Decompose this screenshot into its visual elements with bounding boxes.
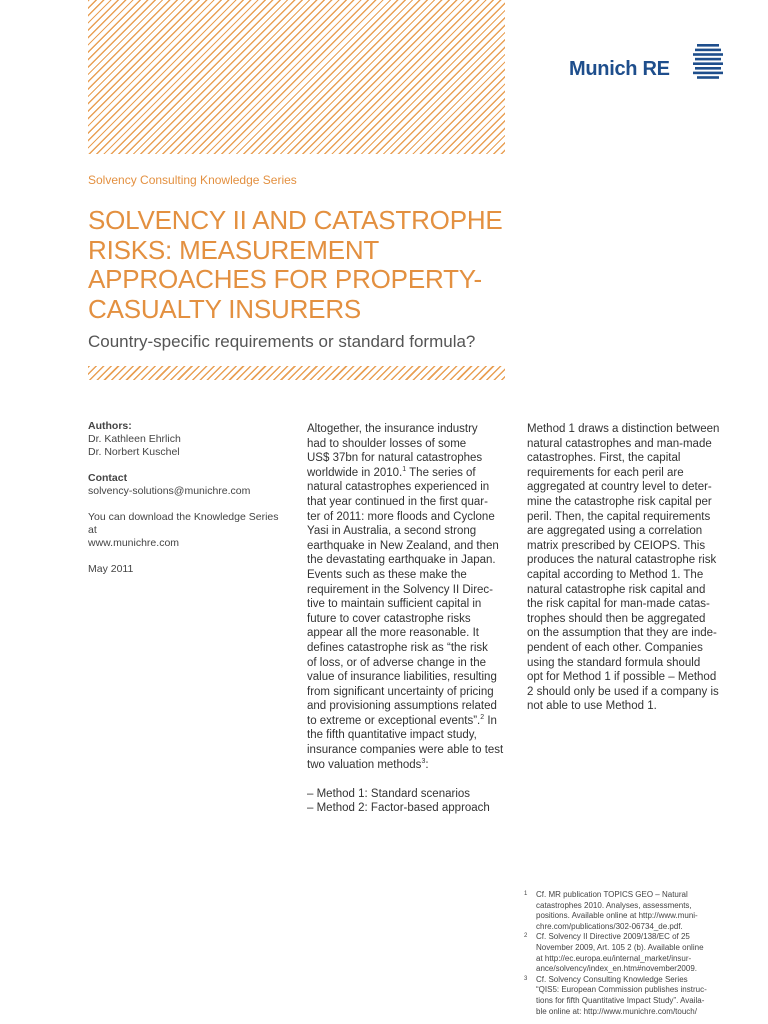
text-line: peril. Then, the capital requirements bbox=[527, 510, 711, 523]
text-line: insurance companies were able to test bbox=[307, 744, 504, 757]
list-item: – Method 2: Factor-based approach bbox=[307, 802, 490, 815]
title-line: SOLVENCY II AND CATASTROPHE bbox=[88, 205, 503, 235]
download-text: You can download the Knowledge Series at bbox=[88, 511, 279, 536]
document-subtitle: Country-specific requirements or standard formula? bbox=[88, 332, 476, 351]
sidebar-info bbox=[88, 420, 288, 576]
text-line: the fifth quantitative impact study, bbox=[307, 729, 477, 742]
text-line: requirements for each peril are bbox=[527, 466, 684, 479]
footnote-ref[interactable]: 2 bbox=[480, 714, 485, 722]
footnote-number: 2 bbox=[524, 933, 528, 940]
header-hatch-pattern bbox=[88, 0, 505, 154]
munich-re-logo-icon bbox=[693, 44, 723, 80]
text-line: the devastating earthquake in Japan. bbox=[307, 554, 496, 567]
website-link[interactable]: www.munichre.com bbox=[88, 537, 180, 549]
munich-re-logo bbox=[569, 44, 729, 84]
body-column-2 bbox=[307, 422, 507, 816]
text-line: not able to use Method 1. bbox=[527, 700, 657, 713]
text-line: are aggregated using a correlation bbox=[527, 525, 703, 538]
text-line: 2 should only be used if a company is bbox=[527, 685, 719, 698]
text-line: earthquake in New Zealand, and then bbox=[307, 539, 499, 552]
footnote: 3 Cf. Solvency Consulting Knowledge Series “QIS5: European Commission publishes instruc- tions for fifth Quantitative Impact Study”. Availa- ble online at: http://www.munichre.com/touch/ bbox=[524, 974, 707, 1016]
text-line: worldwide in 2010.$^1$ The series of bbox=[307, 465, 476, 479]
text-line: had to shoulder losses of some bbox=[307, 437, 467, 450]
text-line: natural catastrophes and man-made bbox=[527, 437, 712, 450]
text-line: requirement in the Solvency II Direc- bbox=[307, 583, 493, 596]
text-line bbox=[307, 772, 507, 787]
list-item: – Method 1: Standard scenarios bbox=[307, 787, 471, 800]
text-line: natural catastrophes experienced in bbox=[307, 481, 490, 494]
title-line: APPROACHES FOR PROPERTY- bbox=[88, 264, 482, 294]
divider-hatch-pattern bbox=[88, 366, 505, 380]
text-line: trophes should then be aggregated bbox=[527, 612, 706, 625]
text-line: of loss, or of adverse change in the bbox=[307, 656, 486, 669]
text-line: US$ 37bn for natural catastrophes bbox=[307, 452, 483, 465]
author-name: Dr. Kathleen Ehrlich bbox=[88, 433, 181, 445]
footnote-number: 3 bbox=[524, 975, 528, 982]
footnote: 1 Cf. MR publication TOPICS GEO – Natural catastrophes 2010. Analyses, assessments, positions. Available online at http://www.muni- chre.com/publications/302-06734_de.pdf. bbox=[524, 890, 698, 931]
text-line: tive to maintain sufficient capital in bbox=[307, 598, 482, 611]
publication-date: May 2011 bbox=[88, 563, 134, 575]
title-line: RISKS: MEASUREMENT bbox=[88, 234, 380, 265]
text-line: value of insurance liabilities, resulting bbox=[307, 671, 497, 684]
text-line: natural catastrophe risk capital and bbox=[527, 583, 706, 596]
footnote-ref[interactable]: 1 bbox=[402, 465, 407, 473]
footnote-ref[interactable]: 3 bbox=[421, 757, 426, 765]
text-line: that year continued in the first quar- bbox=[307, 495, 488, 508]
text-line: two valuation methods$^3$: bbox=[307, 757, 429, 771]
text-line: mine the catastrophe risk capital per bbox=[527, 495, 712, 508]
text-line: the risk capital for man-made catas- bbox=[527, 598, 710, 611]
text-line: on the assumption that they are inde- bbox=[527, 627, 717, 640]
logo-text: Munich RE bbox=[569, 58, 670, 80]
document-title bbox=[88, 206, 508, 324]
authors-label: Authors: bbox=[88, 420, 132, 432]
text-line: to extreme or exceptional events”.$^2$ In bbox=[307, 714, 497, 727]
text-line: Events such as these make the bbox=[307, 568, 467, 581]
text-line: aggregated at country level to deter- bbox=[527, 481, 712, 494]
text-line: future to cover catastrophe risks bbox=[307, 612, 471, 625]
text-line: from significant uncertainty of pricing bbox=[307, 685, 494, 698]
footnotes bbox=[520, 890, 730, 1017]
text-line: Method 1 draws a distinction between bbox=[527, 423, 720, 435]
text-line: defines catastrophe risk as “the risk bbox=[307, 641, 488, 654]
title-line: CASUALTY INSURERS bbox=[88, 293, 362, 324]
footnote-number: 1 bbox=[524, 891, 528, 897]
text-line: Yasi in Australia, a second strong bbox=[307, 525, 477, 538]
text-line: using the standard formula should bbox=[527, 656, 701, 669]
text-line: and provisioning assumptions related bbox=[307, 700, 497, 713]
text-line: ter of 2011: more floods and Cyclone bbox=[307, 510, 495, 523]
text-line: pendent of each other. Companies bbox=[527, 641, 703, 654]
text-line: opt for Method 1 if possible – Method bbox=[527, 671, 717, 684]
text-line: appear all the more reasonable. It bbox=[307, 627, 479, 640]
body-column-3 bbox=[527, 422, 727, 714]
text-line: produces the natural catastrophe risk bbox=[527, 554, 717, 567]
footnote: 2 Cf. Solvency II Directive 2009/138/EC of 25 November 2009, Art. 105 2 (b). Available online at http://ec.europa.eu/internal_market/insur- ance/solvency/index_en.htm#november2009. bbox=[524, 932, 704, 974]
text-line: matrix prescribed by CEIOPS. This bbox=[527, 539, 706, 552]
author-name: Dr. Norbert Kuschel bbox=[88, 446, 180, 458]
series-label: Solvency Consulting Knowledge Series bbox=[88, 173, 297, 187]
text-line: capital according to Method 1. The bbox=[527, 568, 704, 581]
contact-email-link[interactable]: solvency-solutions@munichre.com bbox=[88, 485, 251, 497]
contact-label: Contact bbox=[88, 472, 128, 484]
text-line: Altogether, the insurance industry bbox=[307, 423, 478, 435]
text-line: catastrophes. First, the capital bbox=[527, 452, 681, 465]
